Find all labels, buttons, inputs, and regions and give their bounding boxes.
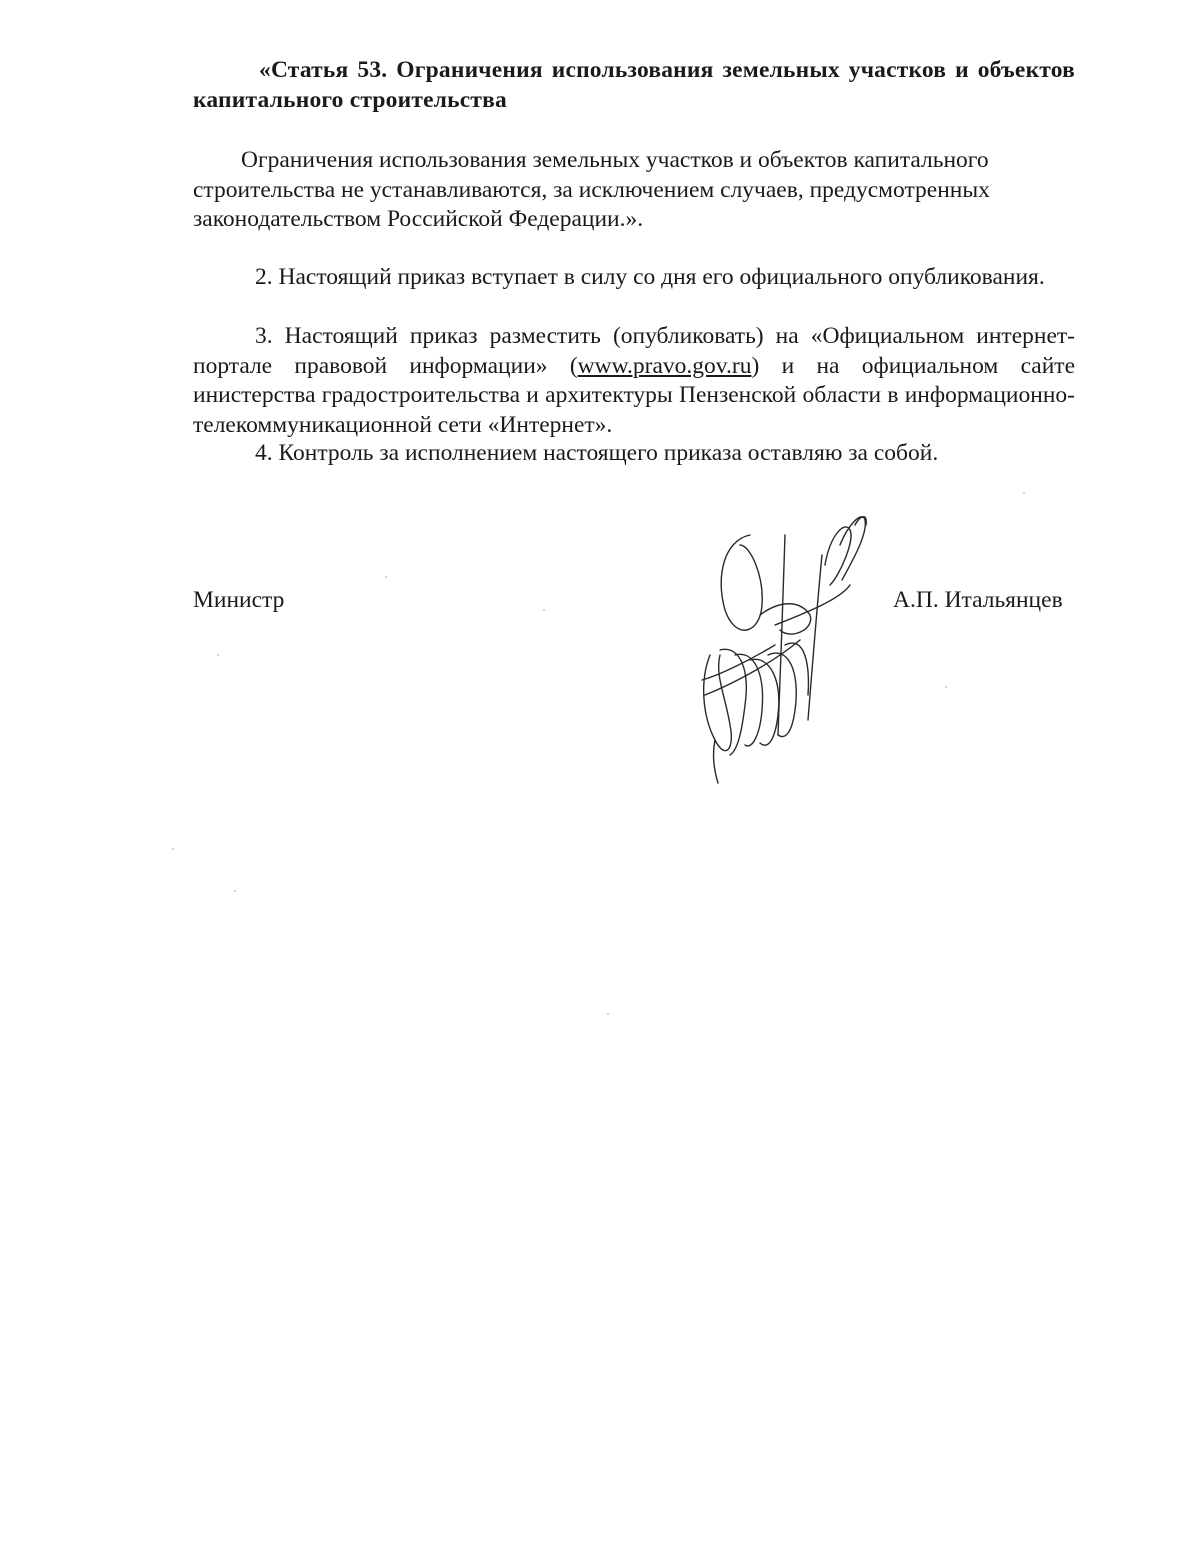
signer-name: А.П. Итальянцев [893,587,1063,613]
clause-3-text-start: 3. Настоящий приказ разместить (опубликовать) на «Официальном интернет-портале правовой информации» ( [193,323,1075,379]
scan-speck [385,576,387,578]
clause-3-paragraph [193,322,1075,440]
scan-speck [234,890,236,892]
clause-4-paragraph: 4. Контроль за исполнением настоящего приказа оставляю за собой. [255,440,939,466]
scan-speck [607,1013,609,1015]
pravo-gov-link[interactable]: www.pravo.gov.ru [577,352,752,379]
restrictions-paragraph: Ограничения использования земельных участков и объектов капитального строительства не устанавливаются, за исключением случаев, предусмотренных законодательством Российской Федерации.». [193,147,990,232]
clause-2-paragraph: 2. Настоящий приказ вступает в силу со дня его официального опубликования. [255,264,1045,290]
scan-speck [1023,492,1025,494]
scan-speck [217,654,219,656]
handwritten-signature-icon [690,505,880,790]
article-heading: «Статья 53. Ограничения использования земельных участков и объектов капитального строительства [193,57,1075,113]
position-title: Министр [193,587,285,613]
scan-speck [945,686,947,688]
scan-speck [543,609,545,611]
clause-3-text-end: ) и на официальном сайте инистерства градостроительства и архитектуры Пензенской области в информационно-телекоммуникационной сети «Интернет». [193,352,1075,438]
scan-speck [172,848,174,850]
